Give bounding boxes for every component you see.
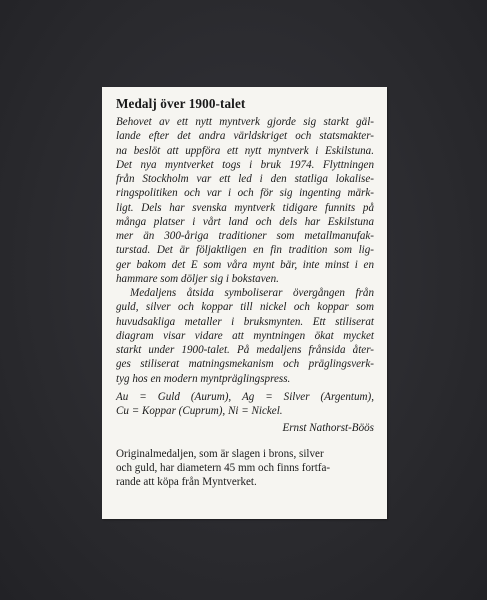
text-line: turstad. Det är följaktligen en fin tradition som lig-: [116, 244, 374, 257]
text-line: ringspolitiken och var i och för sig ingenting märk-: [116, 187, 374, 200]
text-line: ger bakom det E som våra mynt bär, inte minst i en: [116, 258, 374, 271]
text-line: huvudsakliga metaller i bruksmynten. Ett stiliserat: [116, 315, 374, 328]
text-line: hammare som döljer sig i bokstaven.: [116, 272, 279, 285]
text-line: rande att köpa från Myntverket.: [116, 476, 257, 489]
text-line: Det nya myntverket togs i bruk 1974. Flyttningen: [116, 158, 374, 171]
card-title: Medalj över 1900-talet: [116, 96, 246, 111]
original-medal-note: [116, 447, 374, 490]
metal-symbols-legend: [116, 390, 374, 419]
text-line: tyg hos en modern myntpräglingspress.: [116, 372, 291, 385]
text-line: Cu = Koppar (Cuprum), Ni = Nickel.: [116, 405, 283, 417]
paragraph-history: [116, 115, 374, 286]
paragraph-medal-description: [116, 286, 374, 386]
text-line: många platser i vårt land och dels har Eskilstuna: [116, 215, 374, 228]
text-line: starkt under 1900-talet. På medaljens frånsida åter-: [116, 344, 374, 356]
text-line: ligt. Dels har svenska myntverk tidigare funnits på: [116, 201, 374, 214]
text-line: från Stockholm var ett led i den statliga lokalise-: [116, 173, 374, 185]
text-line: och guld, har diametern 45 mm och finns fortfa-: [116, 461, 331, 474]
author-signature: Ernst Nathorst-Böös: [282, 422, 374, 435]
text-line: na beslöt att uppföra ett nytt myntverk i Eskilstuna.: [116, 144, 374, 157]
text-line: guld, silver och koppar till nickel och koppar som: [116, 301, 374, 314]
text-line: diagram visar vidare att myntningen ökat mycket: [116, 329, 374, 342]
text-line: Originalmedaljen, som är slagen i brons, silver: [116, 447, 324, 460]
text-line: Medaljens åtsida symboliserar övergången från: [130, 287, 374, 299]
text-line: Behovet av ett nytt myntverk gjorde sig starkt gäl-: [116, 116, 374, 128]
text-line: Au = Guld (Aurum), Ag = Silver (Argentum),: [116, 390, 374, 403]
info-card: [102, 87, 387, 519]
text-line: lande efter det andra världskriget och statsmakter-: [116, 130, 374, 143]
text-line: ges stiliserat matningsmekanism och präglingsverk-: [116, 358, 374, 371]
text-line: mer än 300-åriga traditioner som metallmanufak-: [116, 230, 374, 242]
